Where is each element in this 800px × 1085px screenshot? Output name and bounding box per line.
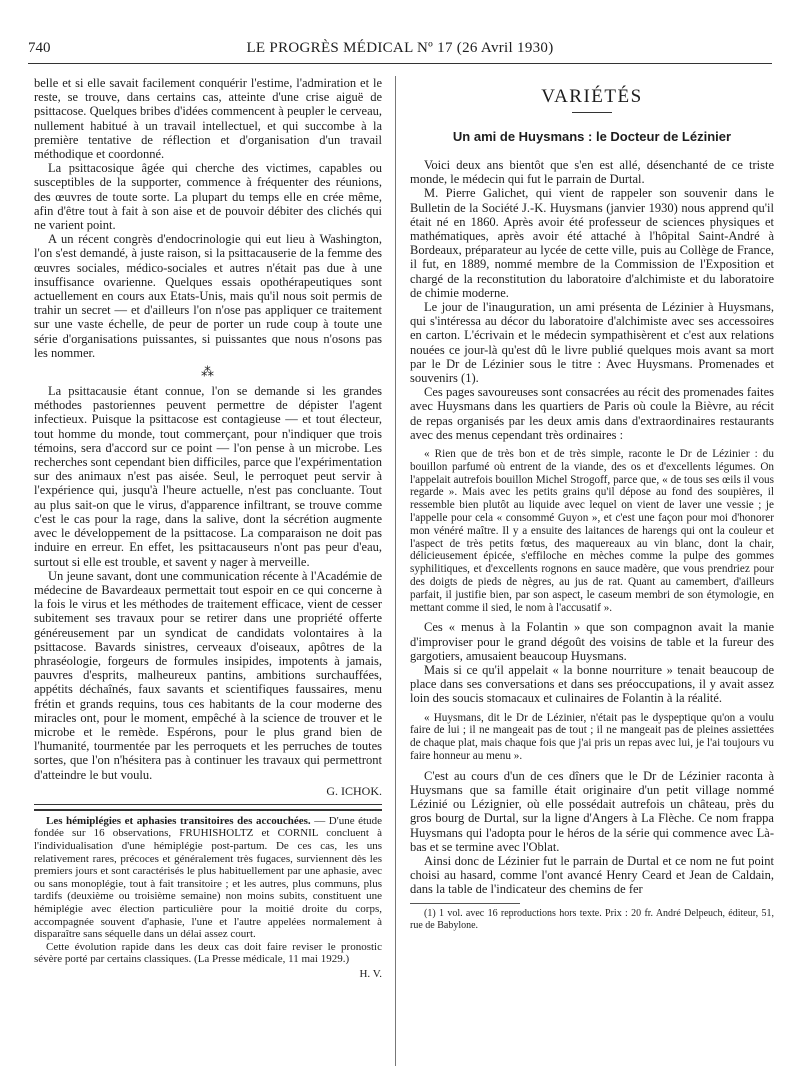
- right-paragraph-4: Ces pages savoureuses sont consacrées au récit des promenades faites avec Huysmans dans les quartiers de Paris où coule la Bièvre, au récit de repas organisés par les deux amis dans d'extraordinaires restaurants avec des menus cependant très ordinaires :: [410, 385, 774, 442]
- right-paragraph-7: C'est au cours d'un de ces dîners que le Dr de Lézinier raconta à Huysmans que sa famille était originaire d'un petit village nommé Lézinié ou Lézignier, où elle possédait autrefois un château, près du gros bourg de Durtal, sur la ligne d'Angers à La Flèche. Ce nom frappa Huysmans qui l'adopta pour le héros de la série qui commence avec Là-bas et se termine avec l'Oblat.: [410, 768, 774, 854]
- right-paragraph-8: Ainsi donc de Lézinier fut le parrain de Durtal et ce nom ne fut point choisi au hasard, comme l'ont avancé Henry Ceard et Jean de Caldain, dans la table de l'indicateur des chemins de fer: [410, 854, 774, 897]
- column-divider: [395, 76, 396, 1066]
- separator-rule: [34, 804, 382, 805]
- section-stars: ⁂: [201, 364, 215, 380]
- left-paragraph-1: belle et si elle savait facilement conquérir l'estime, l'admiration et le reste, se trouve, dans certains cas, atteinte d'une crise aiguë de psittacose. Quelques bribes d'idées commencent à peupler le cerveau, nullement habitué à un travail intellectuel, et qui succombe à la première tentative de réflection et d'organisation d'un travail méthodique et coordonné.: [34, 76, 382, 162]
- quote-huysmans: [410, 712, 774, 763]
- running-head: LE PROGRÈS MÉDICAL Nº 17 (26 Avril 1930): [246, 40, 554, 56]
- left-paragraph-5: Un jeune savant, dont une communication récente à l'Académie de médecine de Bavardeaux permettait tout espoir en ce qui concerne à la fois le virus et les méthodes de traitement efficace, vient de cesser subitement ses travaux pour se retirer dans une propriété offerte généreusement par un syndicat de candidats volontaires à la psittacose. Bavards sinistres, cerveaux d'oiseaux, apôtres de la phraséologie, forgeurs de formules insipides, impotents à jamais, pauvres d'esprits, malheureux pantins, ambitions surchauffées, appétits déchaînés, faux savants et scientifiques faussaires, menu frétin et grands requins, tous ces habitants de la cour moderne des miracles ont, pour le moment, empêché à la science de trouver et le microbe et le remède. Espérons, pour le plus grand bien de l'humanité, tourmentée par les perroquets et les perruches de toutes sortes, que l'on n'hésitera pas à continuer les travaux qui permettront d'atteindre le but voulu.: [34, 568, 382, 782]
- signature-ichok: G. ICHOK.: [326, 783, 382, 798]
- article-title: Un ami de Huysmans : le Docteur de Lézinier: [452, 129, 732, 144]
- abstract-body-2: Cette évolution rapide dans les deux cas doit faire reviser le pronostic sévère porté par certains classiques. (La Presse médicale, 11 mai 1929.): [34, 940, 382, 966]
- left-column: [34, 76, 382, 1071]
- left-paragraph-3: A un récent congrès d'endocrinologie qui eut lieu à Washington, l'on s'est demandé, à juste raison, si la psittacauserie de la femme des œuvres sociales, médico-sociales et autres n'était pas due à une insuffisance ovarienne. Quelques essais opothérapeutiques sont actuellement en cours aux Etats-Unis, mais qu'il nous soit permis de trahir un secret — et d'ailleurs l'on n'ose pas appliquer ce traitement sur une vaste échelle, de peur de porter un rude coup à toute une série d'organisations puissantes, si puissantes que nous n'osons pas les nommer.: [34, 232, 382, 360]
- left-paragraph-4: La psittacausie étant connue, l'on se demande si les grandes méthodes pastoriennes peuvent permettre de dépister l'agent infectieux. Puisque la psittacose est contagieuse — et tout électeur, tout homme du monde, tout commerçant, pour n'indiquer que trois témoins, sera d'accord sur ce point — l'on pense à un microbe. Les recherches sont cependant bien difficiles, parce que l'expérimentation sur des animaux n'est pas aisée. Seul, le perroquet peut servir à l'expérience qui, jusqu'à l'heure actuelle, n'est pas concluante. Tout au plus sait-on que le virus, d'apparence infiltrant, se trouve comme c'est le cas pour la rage, dans la salive, dont la sécrétion augmente avec le développement de la psittacose. La comparaison ne doit pas induire en erreur. En effet, les psittacauseurs n'ont pas peur d'eau, surtout si elle est trouble, et savent y nager à merveille.: [34, 384, 382, 569]
- header-rule: [28, 63, 772, 64]
- footnote-text: (1) 1 vol. avec 16 reproductions hors texte. Prix : 20 fr. André Delpeuch, éditeur, 51, rue de Babylone.: [410, 907, 774, 931]
- footnote: [410, 908, 774, 932]
- right-paragraph-3: Le jour de l'inauguration, un ami présenta de Lézinier à Huysmans, qui s'intéressa au décor du laboratoire d'alchimiste avec ses accessoires en carton. L'écrivain et le médecin sympathisèrent et c'est aux relations nouées ce jour-là qu'est dû le livre publié quelques mois avant sa mort par le Dr de Lézinier sous le titre : Avec Huysmans. Promenades et souvenirs (1).: [410, 300, 774, 386]
- section-title: VARIÉTÉS: [541, 86, 643, 107]
- right-paragraph-6: Mais si ce qu'il appelait « la bonne nourriture » tenait beaucoup de place dans ses conversations et dans ses préoccupations, il y avait assez loin des soucis stomacaux et culinaires de Folantin à la réalité.: [410, 663, 774, 706]
- right-paragraph-5: Ces « menus à la Folantin » que son compagnon avait la manie d'improviser pour le grand dégoût des voisins de table et la fureur des gargotiers, amusaient beaucoup Huysmans.: [410, 620, 774, 663]
- section-rule: [572, 112, 612, 113]
- quote-huysmans-text: « Huysmans, dit le Dr de Lézinier, n'était pas le dyspeptique qu'on a voulu faire de lui ; il ne mangeait pas de tout ; il ne mangeait pas de pleines assiettées de chaque plat, mais chaque fois que j'ai pris un repas avec lui, je l'ai toujours vu faire honneur au menu ».: [410, 711, 774, 763]
- abstract-title: Les hémiplégies et aphasies transitoires des accouchées.: [46, 814, 311, 827]
- footnote-rule: [410, 903, 520, 904]
- right-paragraph-2: M. Pierre Galichet, qui vient de rappeler son souvenir dans le Bulletin de la Société J.-K. Huysmans (janvier 1930) nous apprend qu'il était né en 1860. Après avoir été professeur de sciences physiques et mathématiques, après avoir été attaché à l'hôpital Saint-André à Bordeaux, préparateur au lycée de cette ville, puis au Collège de France, il fut, en 1889, nommé membre de la Commission de l'Exposition et chargé de la reconstitution du laboratoire d'alchimiste et du laboratoire de chimie moderne.: [410, 186, 774, 300]
- page-number: 740: [28, 40, 51, 56]
- quote-menu-text: « Rien que de très bon et de très simple, raconte le Dr de Lézinier : du bouillon parfumé où entrent de la viande, des os et d'excellents légumes. On l'appelait autrefois bouillon Michel Strogoff, parce que, « de tous ses œils il vous regarde ». Mais avec les petits grains qu'il dépose au fond des soupières, il ressemble bien plutôt au liquide avec lequel on vient de laver une vessie ; je l'appelle pour cela « consommé Guyon », et c'est une façon pour moi d'honorer mon vénéré maître. Il y a ensuite des laitances de harengs qui ont la couleur et l'aspect de très petits fœtus, des maquereaux au vin blanc, dont la chair, délicieusement épicée, s'effiloche en mèches comme la pulpe des gommes syphilitiques, et d'excellents rognons en sauce madère, que vous prendriez pour des doigts de pieds de nègres, au jus de rat. Quant au camembert, d'ailleurs parfait, il justifie bien, par son aspect, le caseum membri de son étymologie, en mettant comme il sied, le nom à l'accusatif ».: [410, 448, 774, 614]
- separator-rule-thick: [34, 809, 382, 811]
- quote-menu: [410, 448, 774, 614]
- abstract-body: — D'une étude fondée sur 16 observations, FRUHISHOLTZ et CORNIL concluent à l'individualisation d'une hémiplégie post-partum. De ces cas, les uns relativement rares, précoces et généralement très fugaces, surviennent dès les premiers jours et sont caractérisés le plus habituellement par une aphasie, avec ou sans monoplégie, tout à fait transitoire ; et les autres, plus communs, plus tardifs (deuxième ou troisième semaine) non moins subits, constituent une hémiplégie avec élection particulière pour la moitié droite du corps, accompagnée souvent d'aphasie, l'une et l'autre appelées normalement à disparaître sans séquelle dans un délai assez court.: [34, 814, 382, 941]
- page-header: [28, 40, 772, 60]
- abstract-hemiplegies: [34, 815, 382, 980]
- right-paragraph-1: Voici deux ans bientôt que s'en est allé, désenchanté de ce triste monde, le médecin qui fut le parrain de Durtal.: [410, 158, 774, 187]
- signature-hv: H. V.: [359, 967, 382, 980]
- left-paragraph-2: La psittacosique âgée qui cherche des victimes, capables ou susceptibles de la supporter, commence à fréquenter des réunions, des œuvres de toute sorte. La plupart du temps elle en crée même, afin d'être tout à fait à son aise et de pouvoir débiter des clichés qui ne varient point.: [34, 161, 382, 233]
- right-column: [410, 76, 774, 1071]
